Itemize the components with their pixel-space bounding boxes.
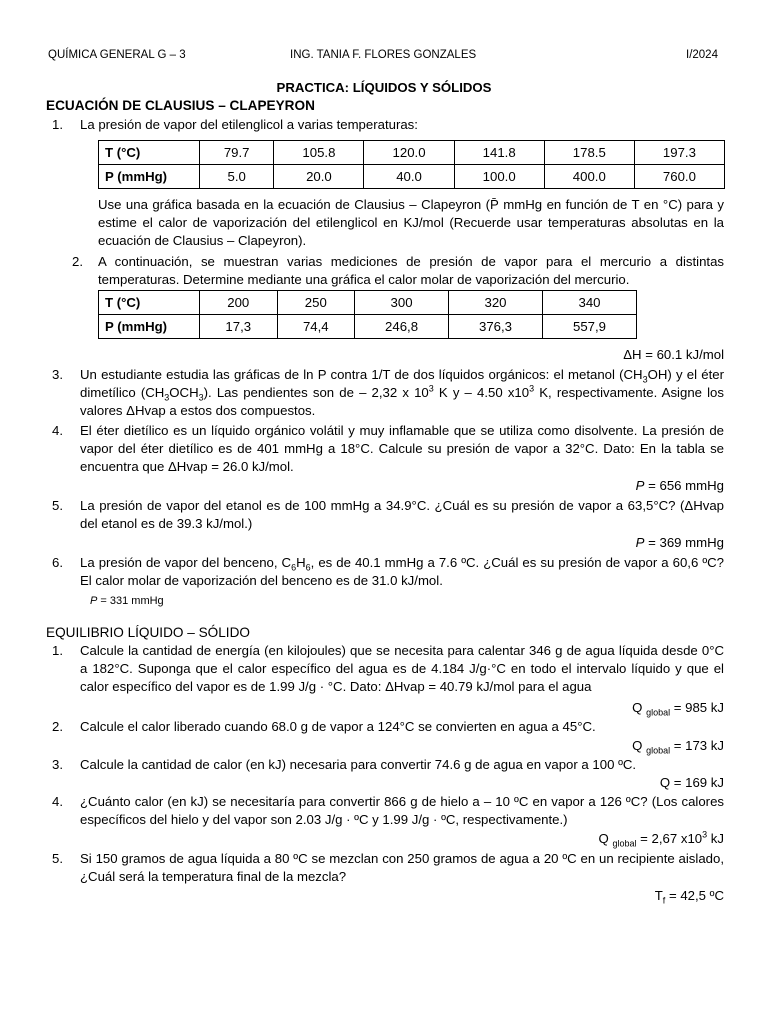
exercise-text: Calcule la cantidad de energía (en kilojoules) que se necesita para calentar 346 g de agua líquida desde 0°C a 182°C. Suponga que el calor específico del agua es de 4.184 J/g·°C en todo el intervalo líquido y que el calor específico del vapor es de 1.99 J/g · °C. Dato: ΔHvap = 40.79 kJ/mol para el agua — [80, 643, 724, 694]
exercise-2-1-answer: Q $_{global}$ = 985 kJ — [632, 700, 724, 718]
table-cell: 120.0 — [364, 141, 454, 165]
exercise-number: 4. — [52, 794, 63, 809]
exercise-1-3 — [52, 366, 724, 420]
table-cell: 557,9 — [543, 315, 637, 339]
table-row — [99, 291, 637, 315]
table-cell: 376,3 — [449, 315, 543, 339]
page-title: PRACTICA: LÍQUIDOS Y SÓLIDOS — [276, 80, 492, 95]
exercise-number: 2. — [52, 719, 63, 734]
exercise-text: La presión de vapor del etanol es de 100 mmHg a 34.9°C. ¿Cuál es su presión de vapor a 63,5°C? (ΔHvap del etanol es de 39.3 kJ/mol.) — [80, 498, 724, 531]
exercise-text: ¿Cuánto calor (en kJ) se necesitaría para convertir 866 g de hielo a – 10 ºC en vapor a 126 ºC? (Los calores específicos del hielo y del vapor son 2.03 J/g · ºC y 1.99 J/g · ºC, respectivamente.) — [80, 794, 724, 827]
header-term: I/2024 — [686, 49, 718, 61]
exercise-1-4-answer: P = 656 mmHg — [635, 478, 724, 493]
exercise-1-5-answer: P = 369 mmHg — [635, 535, 724, 550]
exercise-1-4 — [52, 422, 724, 476]
table-cell: 320 — [449, 291, 543, 315]
table-row — [99, 141, 725, 165]
exercise-number: 4. — [52, 423, 63, 438]
exercise-1-note: Use una gráfica basada en la ecuación de Clausius – Clapeyron (P̄ mmHg en función de T en °C) para y estime el calor de vaporización del etilenglicol en KJ/mol (Recuerde usar temperaturas absolutas en la ecuación de Clausius – Clapeyron). — [98, 197, 724, 248]
exercise-1-6 — [52, 554, 724, 590]
exercise-text: Si 150 gramos de agua líquida a 80 ºC se mezclan con 250 gramos de agua a 20 ºC en un recipiente aislado, ¿Cuál será la temperatura final de la mezcla? — [80, 851, 724, 884]
exercise-number: 5. — [52, 851, 63, 866]
table-cell: 17,3 — [200, 315, 278, 339]
header-course: QUÍMICA GENERAL G – 3 — [48, 49, 186, 61]
table-cell: 79.7 — [200, 141, 274, 165]
exercise-2-3-answer: Q = 169 kJ — [659, 775, 724, 790]
table-header-cell: T (°C) — [99, 291, 200, 315]
table-cell: 74,4 — [277, 315, 355, 339]
exercise-text: Calcule la cantidad de calor (en kJ) necesaria para convertir 74.6 g de agua en vapor a 100 ºC. — [80, 757, 637, 772]
table-cell: 250 — [277, 291, 355, 315]
exercise-number: 6. — [52, 555, 63, 570]
table-cell: 246,8 — [355, 315, 449, 339]
section-heading-equilibrium: EQUILIBRIO LÍQUIDO – SÓLIDO — [46, 625, 250, 640]
exercise-2-4 — [52, 793, 724, 829]
table-cell: 100.0 — [454, 165, 544, 189]
table-cell: 141.8 — [454, 141, 544, 165]
exercise-2-5 — [52, 850, 724, 886]
exercise-text: La presión de vapor del etilenglicol a varias temperaturas: — [80, 117, 418, 132]
table-header-cell: P (mmHg) — [99, 165, 200, 189]
exercise-1-2 — [72, 253, 724, 289]
exercise-1-6-answer: P = 331 mmHg — [90, 595, 164, 607]
vapor-pressure-table-mercury — [98, 290, 637, 339]
table-cell: 340 — [543, 291, 637, 315]
exercise-1-1 — [52, 116, 724, 134]
table-row — [99, 315, 637, 339]
exercise-text: A continuación, se muestran varias mediciones de presión de vapor para el mercurio a distintas temperaturas. Determine mediante una gráfica el calor molar de vaporización del mercurio. — [98, 254, 724, 287]
exercise-text: La presión de vapor del benceno, $C_6H_6$, es de 40.1 mmHg a 7.6 ºC. ¿Cuál es su presión de vapor a 60,6 ºC? El calor molar de vaporización del benceno es de 31.0 kJ/mol. — [80, 555, 724, 588]
table-cell: 20.0 — [274, 165, 364, 189]
vapor-pressure-table-ethylene-glycol — [98, 140, 725, 189]
table-header-cell: T (°C) — [99, 141, 200, 165]
table-cell: 400.0 — [544, 165, 634, 189]
table-cell: 300 — [355, 291, 449, 315]
exercise-2-1 — [52, 642, 724, 696]
exercise-2-2 — [52, 718, 724, 736]
exercise-text: El éter dietílico es un líquido orgánico volátil y muy inflamable que se utiliza como disolvente. La presión de vapor del éter dietílico es de 401 mmHg a 18°C. Calcule su presión de vapor a 32°C. Dato: En la tabla se encuentra que ΔHvap = 26.0 kJ/mol. — [80, 423, 724, 474]
exercise-2-5-answer: $T_f = 42,5$ ºC — [654, 888, 724, 906]
section-heading-clausius: ECUACIÓN DE CLAUSIUS – CLAPEYRON — [46, 98, 315, 113]
table-row — [99, 165, 725, 189]
table-cell: 105.8 — [274, 141, 364, 165]
table-cell: 40.0 — [364, 165, 454, 189]
exercise-number: 5. — [52, 498, 63, 513]
exercise-number: 1. — [52, 117, 63, 132]
exercise-number: 3. — [52, 367, 63, 382]
table-cell: 200 — [200, 291, 278, 315]
exercise-text: Un estudiante estudia las gráficas de ln P contra 1/T de dos líquidos orgánicos: el metanol $(CH_3OH)$ y el éter dimetílico $(CH_3OCH_3)$. Las pendientes son de – 2,32 x $10^3$ K y – 4.50 $x10^3$ K, respectivamente. Asigne los valores ΔHvap a estos dos compuestos. — [80, 367, 725, 418]
exercise-1-2-answer: ΔH = 60.1 kJ/mol — [623, 347, 724, 362]
table-cell: 5.0 — [200, 165, 274, 189]
exercise-2-2-answer: Q $_{global}$ = 173 kJ — [632, 738, 724, 756]
table-cell: 197.3 — [634, 141, 724, 165]
exercise-number: 3. — [52, 757, 63, 772]
exercise-text: Calcule el calor liberado cuando 68.0 g de vapor a 124°C se convierten en agua a 45°C. — [80, 719, 596, 734]
table-cell: 760.0 — [634, 165, 724, 189]
exercise-2-3 — [52, 756, 724, 774]
header-instructor: ING. TANIA F. FLORES GONZALES — [290, 49, 477, 61]
exercise-2-4-answer: Q $_{global}$ = 2,67 $x10^3$ kJ — [598, 829, 724, 849]
table-cell: 178.5 — [544, 141, 634, 165]
exercise-1-5 — [52, 497, 724, 533]
exercise-number: 1. — [52, 643, 63, 658]
table-header-cell: P (mmHg) — [99, 315, 200, 339]
exercise-number: 2. — [72, 254, 83, 269]
